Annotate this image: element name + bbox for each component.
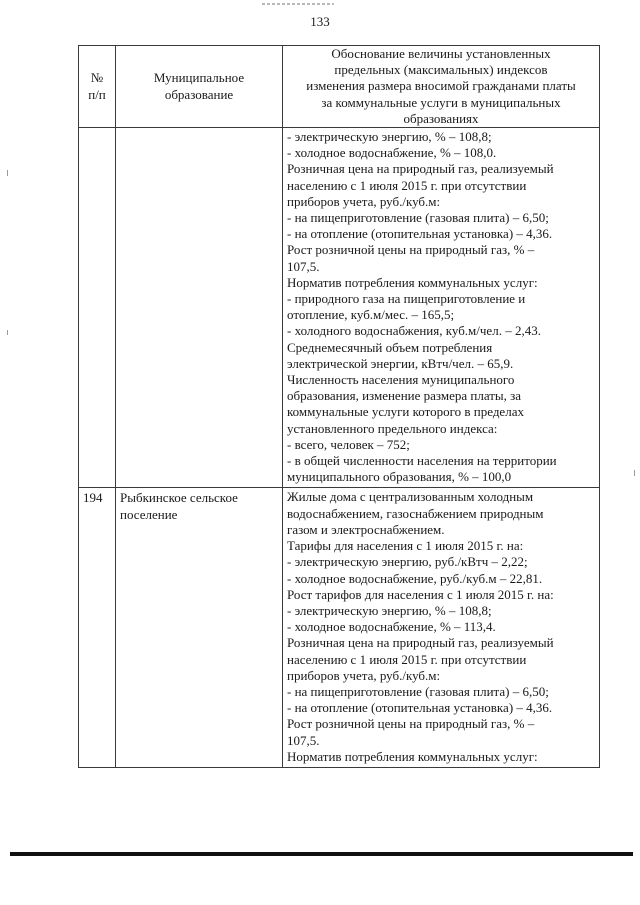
justification-line: Рост розничной цены на природный газ, % – (287, 242, 535, 258)
justification-line: - на пищеприготовление (газовая плита) – 6,50; (287, 210, 549, 226)
justification-line: - холодное водоснабжение, руб./куб.м – 22,81. (287, 570, 543, 586)
header-municipality (116, 46, 283, 128)
justification-line: отопление, куб.м/мес. – 165,5; (287, 307, 455, 323)
justification-line: Среднемесячный объем потребления (287, 339, 493, 355)
justification-line: Жилые дома с централизованным холодным (287, 489, 534, 505)
justification-line: 107,5. (287, 258, 320, 274)
row-number (79, 128, 116, 488)
row-justification (283, 488, 600, 767)
justification-line: электрической энергии, кВтч/чел. – 65,9. (287, 355, 514, 371)
page-number: 133 (310, 14, 330, 29)
justification-line: Рост тарифов для населения с 1 июля 2015 г. на: (287, 586, 554, 602)
justification-line: - электрическую энергию, % – 108,8; (287, 602, 492, 618)
justification-line: населению с 1 июля 2015 г. при отсутствии (287, 177, 527, 193)
header-line: образованиях (403, 110, 479, 126)
row-justification (283, 128, 600, 488)
header-line: предельных (максимальных) индексов (334, 62, 548, 78)
header-line: № (90, 70, 104, 86)
justification-line: Норматив потребления коммунальных услуг: (287, 274, 538, 290)
table-header-row (79, 46, 600, 128)
justification-line: установленного предельного индекса: (287, 420, 498, 436)
justification-line: - на пищеприготовление (газовая плита) – 6,50; (287, 683, 549, 699)
justification-line: 107,5. (287, 732, 320, 748)
justification-line: населению с 1 июля 2015 г. при отсутствии (287, 651, 527, 667)
justification-line: Розничная цена на природный газ, реализуемый (287, 161, 554, 177)
justification-line: коммунальные услуги которого в пределах (287, 404, 524, 420)
row-municipality (116, 128, 283, 488)
justification-line: Рост розничной цены на природный газ, % – (287, 716, 535, 732)
justification-line: - холодное водоснабжение, % – 108,0. (287, 145, 497, 161)
justification-line: образования, изменение размера платы, за (287, 388, 522, 404)
header-line: Обоснование величины установленных (331, 46, 551, 61)
page-bottom-rule (10, 852, 633, 856)
justification-line: - электрическую энергию, % – 108,8; (287, 129, 492, 145)
justification-line: - в общей численности населения на территории (287, 453, 557, 469)
justification-line: - на отопление (отопительная установка) – 4,36. (287, 226, 553, 242)
justification-line: газом и электроснабжением. (287, 521, 445, 537)
justification-line: Тарифы для населения с 1 июля 2015 г. на: (287, 538, 524, 554)
justification-line: - холодное водоснабжение, % – 113,4. (287, 619, 496, 635)
table-row (79, 128, 600, 488)
justification-line: приборов учета, руб./куб.м: (287, 193, 441, 209)
scan-margin-mark (7, 170, 8, 176)
scan-smudge (262, 3, 334, 5)
table-row (79, 488, 600, 767)
justification-line: Численность населения муниципального (287, 372, 515, 388)
header-line: за коммунальные услуги в муниципальных (321, 94, 561, 110)
row-municipality (116, 488, 283, 767)
header-justification (283, 46, 600, 128)
municipality-line: поселение (120, 506, 178, 522)
justification-line: водоснабжением, газоснабжением природным (287, 505, 544, 521)
row-number: 194 (79, 488, 116, 767)
justification-line: - холодного водоснабжения, куб.м/чел. – 2,43. (287, 323, 541, 339)
tariff-justification-table (78, 45, 600, 768)
header-line: изменения размера вносимой гражданами платы (306, 78, 576, 94)
justification-line: - всего, человек – 752; (287, 436, 410, 452)
justification-line: - на отопление (отопительная установка) – 4,36. (287, 700, 553, 716)
header-line: Муниципальное (153, 70, 245, 86)
justification-line: Норматив потребления коммунальных услуг: (287, 748, 538, 764)
municipality-line: Рыбкинское сельское (120, 490, 238, 506)
scan-margin-mark (7, 330, 8, 335)
justification-line: Розничная цена на природный газ, реализуемый (287, 635, 554, 651)
justification-line: приборов учета, руб./куб.м: (287, 667, 441, 683)
header-line: образование (164, 86, 234, 102)
justification-line: - электрическую энергию, руб./кВтч – 2,22; (287, 554, 528, 570)
justification-line: - природного газа на пищеприготовление и (287, 291, 526, 307)
header-number (79, 46, 116, 128)
scan-margin-mark (634, 470, 635, 476)
header-line: п/п (88, 86, 106, 102)
justification-line: муниципального образования, % – 100,0 (287, 469, 512, 485)
